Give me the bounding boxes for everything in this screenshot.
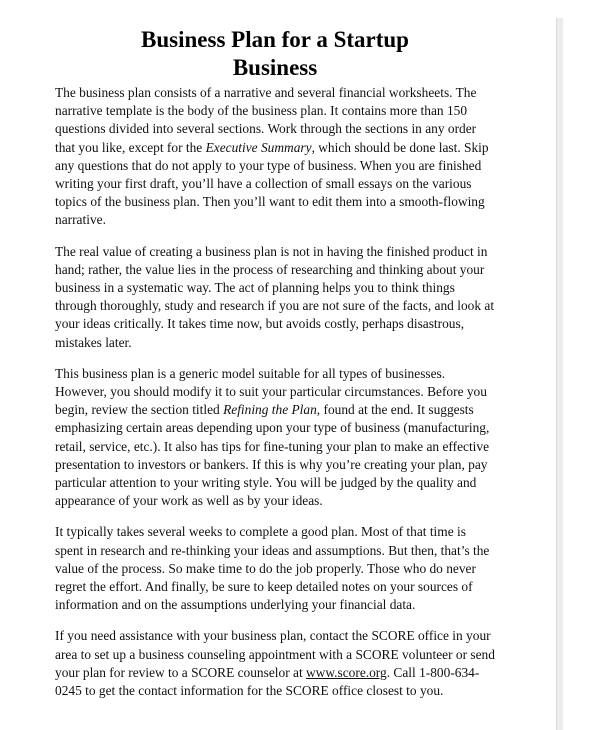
paragraph-5-text-b: . Call 1-800-634-0245 to get the contact information for the SCORE office closest to you. (55, 664, 480, 699)
document-body (55, 84, 495, 713)
paragraph-4: It typically takes several weeks to complete a good plan. Most of that time is spent in research and re-thinking your ideas and assumptions. But then, that’s the value of the process. So make time to do the job properly. Those who do never regret the effort. And finally, be sure to keep detailed notes on your sources of information and on the assumptions underlying your financial data. (55, 524, 490, 613)
score-website-link[interactable]: www.score.org (306, 664, 387, 680)
paragraph-1-text-b: , which should be done last. Skip any questions that do not apply to your type of business. When you are finished writing your first draft, you’ll have a collection of small essays on the various topics of the business plan. Then you’ll want to edit them into a smooth-flowing narrative. (55, 139, 489, 228)
document-title: Business Plan for a Startup Business (141, 27, 409, 80)
paragraph-1 (55, 84, 495, 230)
paragraph-3-text-b: , found at the end. It suggests emphasizing certain areas depending upon your type of business (manufacturing, retail, service, etc.). It also has tips for fine-tuning your plan to make an effective presentation to investors or bankers. If this is why you’re creating your plan, pay particular attention to your writing style. You will be judged by the quality and appearance of your work as well as by your ideas. (55, 402, 490, 509)
paragraph-1-text-a: The business plan consists of a narrative and several financial worksheets. The narrative template is the body of the business plan. It contains more than 150 questions divided into several sections. Work through the sections in any order that you like, except for the (55, 85, 477, 155)
refining-the-plan-emphasis: Refining the Plan (223, 402, 317, 418)
vertical-scrollbar[interactable] (556, 18, 563, 730)
paragraph-3-text-a: This business plan is a generic model suitable for all types of businesses. However, you should modify it to suit your particular circumstances. Before you begin, review the section titled (55, 365, 487, 418)
paragraph-3 (55, 365, 495, 511)
paragraph-5 (55, 627, 495, 700)
executive-summary-emphasis: Executive Summary (205, 139, 312, 155)
paragraph-5-text-a: If you need assistance with your business plan, contact the SCORE office in your area to set up a business counseling appointment with a SCORE volunteer or send your plan for review to a SCORE counselor at (55, 628, 495, 680)
paragraph-2: The real value of creating a business plan is not in having the finished product in hand; rather, the value lies in the process of researching and thinking about your business in a systematic way. The act of planning helps you to think things through thoroughly, study and research if you are not sure of the facts, and look at your ideas critically. It takes time now, but avoids costly, perhaps disastrous, mistakes later. (55, 243, 495, 350)
